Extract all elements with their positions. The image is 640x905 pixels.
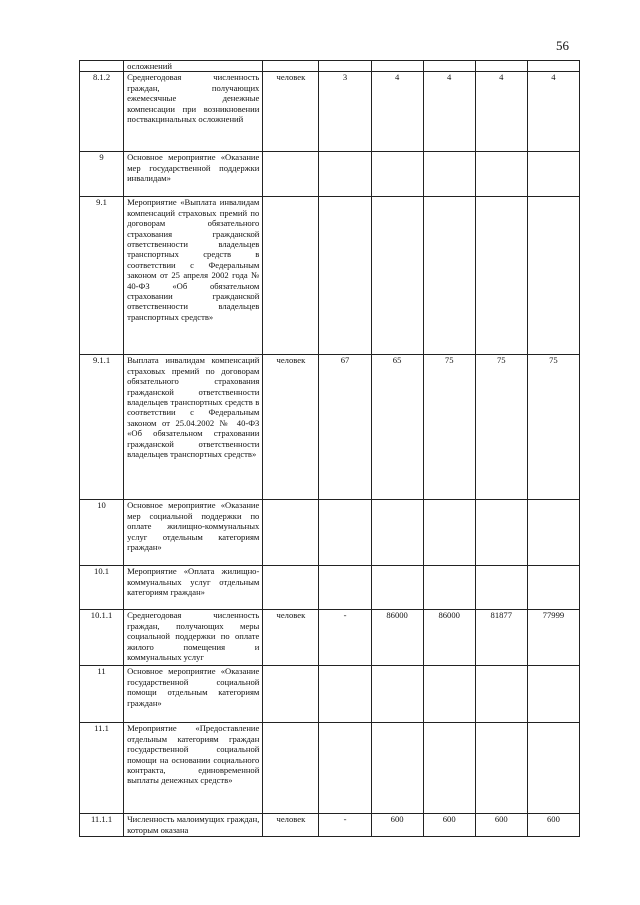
row-value: [475, 723, 527, 814]
row-value: [423, 61, 475, 72]
row-number: 9.1.1: [80, 355, 124, 500]
row-value: [527, 566, 579, 610]
row-value: 3: [319, 72, 371, 152]
row-value: [527, 500, 579, 566]
row-value: 600: [475, 814, 527, 837]
row-value: 4: [527, 72, 579, 152]
row-unit: человек: [263, 72, 319, 152]
row-value: [527, 723, 579, 814]
row-value: 81877: [475, 610, 527, 666]
table-row: [80, 814, 580, 837]
row-name: Выплата инвалидам компенсаций страховых премий по договорам обязательного страхования гражданской ответственности владельцев транспортных средств в соответствии с Федеральным законом от 25.04.2002 № 40-ФЗ «Об обязательном страховании гражданской ответственности владельцев транспортных средств»: [124, 355, 263, 500]
row-number: 9.1: [80, 197, 124, 355]
row-value: [475, 61, 527, 72]
table-row: [80, 355, 580, 500]
row-number: 11: [80, 666, 124, 723]
table-row: [80, 61, 580, 72]
row-unit: человек: [263, 610, 319, 666]
table-row: [80, 500, 580, 566]
row-value: [475, 500, 527, 566]
row-value: [527, 152, 579, 197]
row-value: [371, 197, 423, 355]
row-unit: человек: [263, 355, 319, 500]
row-value: 600: [371, 814, 423, 837]
row-value: [319, 197, 371, 355]
row-value: [423, 197, 475, 355]
row-value: [319, 500, 371, 566]
row-value: [319, 566, 371, 610]
row-value: 75: [475, 355, 527, 500]
row-value: 77999: [527, 610, 579, 666]
table-row: [80, 610, 580, 666]
table-row: [80, 152, 580, 197]
row-value: [527, 61, 579, 72]
row-number: 10: [80, 500, 124, 566]
row-name: Основное мероприятие «Оказание государственной социальной помощи отдельным категориям граждан»: [124, 666, 263, 723]
row-value: [371, 566, 423, 610]
row-unit: [263, 197, 319, 355]
row-value: 600: [527, 814, 579, 837]
row-name: Мероприятие «Выплата инвалидам компенсаций страховых премий по договорам обязательного страхования гражданской ответственности владельцев транспортных средств в соответствии с Федеральным законом от 25 апреля 2002 года № 40-ФЗ «Об обязательном страховании гражданской ответственности владельцев транспортных средств»: [124, 197, 263, 355]
row-name: Мероприятие «Предоставление отдельным категориям граждан государственной социальной помощи на основании социального контракта, единовременной выплаты денежных средств»: [124, 723, 263, 814]
row-unit: [263, 500, 319, 566]
row-name: Основное мероприятие «Оказание мер социальной поддержки по оплате жилищно-коммунальных услуг отдельным категориям граждан»: [124, 500, 263, 566]
row-value: -: [319, 814, 371, 837]
row-unit: человек: [263, 814, 319, 837]
row-value: [371, 723, 423, 814]
row-value: [527, 197, 579, 355]
row-value: [475, 566, 527, 610]
row-value: [319, 152, 371, 197]
table-row: [80, 723, 580, 814]
row-number: 11.1: [80, 723, 124, 814]
row-value: [423, 723, 475, 814]
page-number: 56: [556, 38, 569, 53]
row-value: [371, 666, 423, 723]
row-number: 8.1.2: [80, 72, 124, 152]
row-name: Мероприятие «Оплата жилищно-коммунальных услуг отдельным категориям граждан»: [124, 566, 263, 610]
table-row: [80, 666, 580, 723]
row-name: Среднегодовая численность граждан, получающих ежемесячные денежные компенсации при возникновении поствакцинальных осложнений: [124, 72, 263, 152]
row-value: [423, 666, 475, 723]
row-value: [319, 666, 371, 723]
table-row: [80, 72, 580, 152]
row-value: 86000: [423, 610, 475, 666]
row-unit: [263, 152, 319, 197]
row-value: [475, 666, 527, 723]
row-value: 67: [319, 355, 371, 500]
row-value: [371, 61, 423, 72]
row-value: [423, 566, 475, 610]
row-number: 10.1: [80, 566, 124, 610]
row-name: Среднегодовая численность граждан, получающих меры социальной поддержки по оплате жилого помещения и коммунальных услуг: [124, 610, 263, 666]
table-row: [80, 197, 580, 355]
row-value: 4: [371, 72, 423, 152]
row-value: [423, 152, 475, 197]
row-name: Численность малоимущих граждан, которым оказана: [124, 814, 263, 837]
row-value: 600: [423, 814, 475, 837]
row-name: осложнений: [124, 61, 263, 72]
row-value: 86000: [371, 610, 423, 666]
row-value: [319, 723, 371, 814]
row-number: 9: [80, 152, 124, 197]
row-number: 10.1.1: [80, 610, 124, 666]
row-unit: [263, 61, 319, 72]
row-name: Основное мероприятие «Оказание мер государственной поддержки инвалидам»: [124, 152, 263, 197]
row-value: 4: [475, 72, 527, 152]
row-number: 11.1.1: [80, 814, 124, 837]
row-number: [80, 61, 124, 72]
row-value: [475, 152, 527, 197]
row-value: 75: [423, 355, 475, 500]
row-unit: [263, 723, 319, 814]
row-value: 4: [423, 72, 475, 152]
table-row: [80, 566, 580, 610]
row-value: [319, 61, 371, 72]
row-unit: [263, 566, 319, 610]
row-value: 65: [371, 355, 423, 500]
row-value: [475, 197, 527, 355]
row-value: [423, 500, 475, 566]
indicators-table: [79, 60, 580, 837]
row-value: [527, 666, 579, 723]
row-value: [371, 152, 423, 197]
row-value: 75: [527, 355, 579, 500]
row-unit: [263, 666, 319, 723]
row-value: -: [319, 610, 371, 666]
row-value: [371, 500, 423, 566]
